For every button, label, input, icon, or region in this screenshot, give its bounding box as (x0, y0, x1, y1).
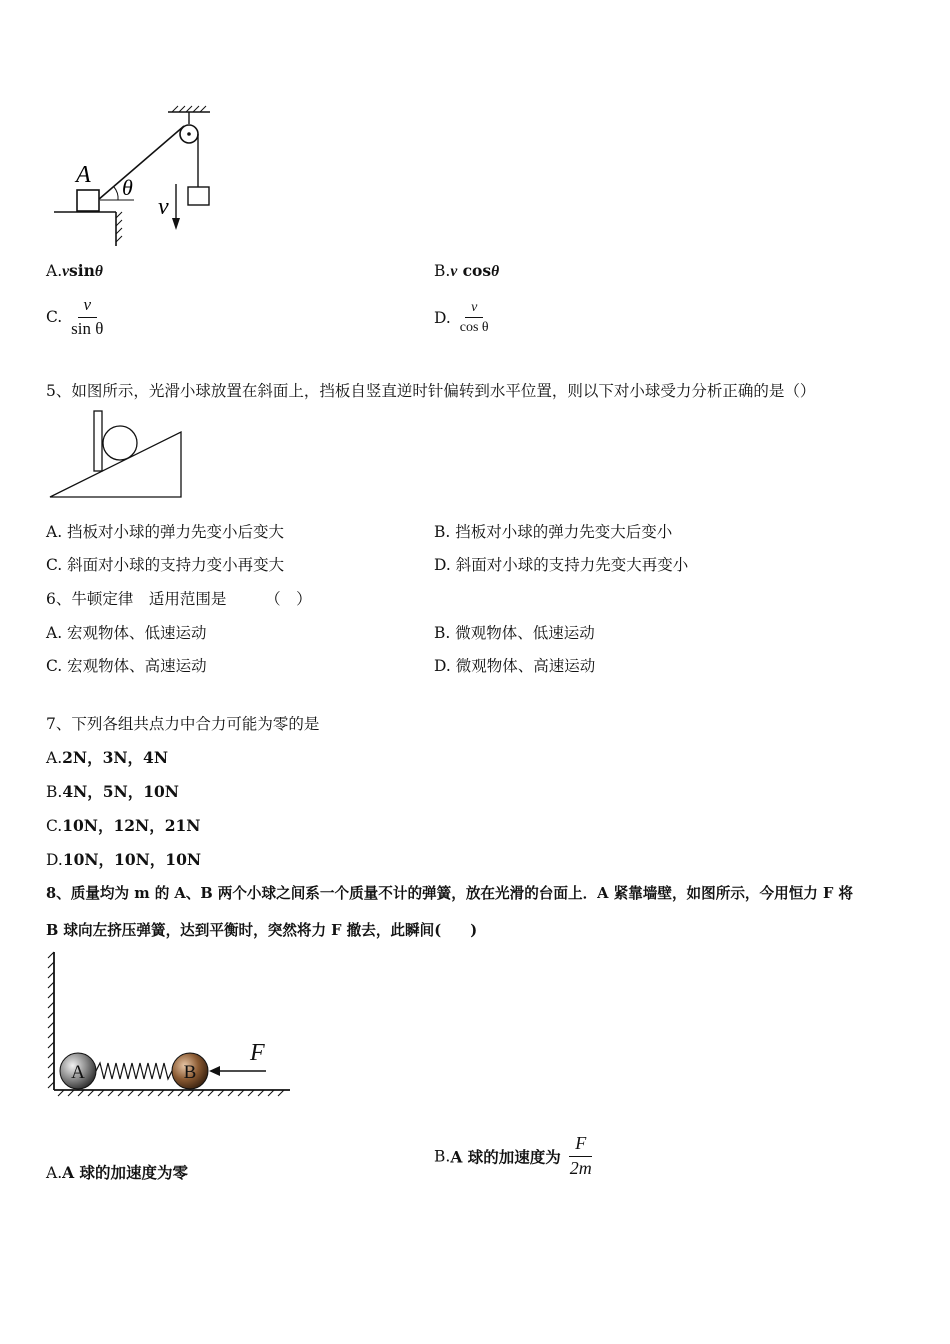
ball-a-label: A (71, 1062, 85, 1083)
q6-option-d: D. 微观物体、高速运动 (434, 657, 596, 675)
q8-option-b: B.A 球的加速度为 $\frac{F}{2m}$ (434, 1134, 596, 1179)
label-v: v (158, 194, 169, 220)
fraction-numerator: v (465, 300, 483, 318)
fraction-denominator: cos θ (459, 320, 489, 336)
force-label: F (250, 1040, 265, 1066)
q4-option-d: D. $\frac{v}{\text{cos θ}}$ (434, 300, 493, 336)
fraction-numerator: v (78, 296, 98, 318)
fraction-denominator: 2m (569, 1157, 592, 1178)
q4-option-c: C. $\frac{v}{\text{sin θ}}$ (46, 296, 107, 338)
q5-stem: 5、如图所示，光滑小球放置在斜面上，挡板自竖直逆时针偏转到水平位置，则以下对小球受力分析正确的是（） (46, 382, 816, 400)
spring-balls-figure (44, 950, 294, 1102)
q8-option-a: A.A 球的加速度为零 (46, 1163, 189, 1182)
q5-option-d: D. 斜面对小球的支持力先变大再变小 (434, 556, 689, 574)
q4-option-b: B.v cosθ (434, 261, 500, 280)
q7-option-b: B.4N，5N，10N (46, 782, 179, 801)
ball-b-label: B (183, 1062, 197, 1083)
pulley-figure (48, 100, 228, 250)
q8-stem-line2: B 球向左挤压弹簧，达到平衡时，突然将力 F 撤去，此瞬间( ) (46, 922, 478, 939)
q6-option-a: A. 宏观物体、低速运动 (46, 624, 207, 642)
q7-option-a: A.2N，3N，4N (46, 748, 168, 767)
fraction-denominator: sin θ (71, 318, 104, 338)
q5-option-a: A. 挡板对小球的弹力先变小后变大 (46, 523, 285, 541)
q7-option-d: D.10N，10N，10N (46, 850, 202, 869)
q7-option-c: C.10N，12N，21N (46, 816, 201, 835)
label-a: A (76, 162, 91, 188)
label-theta: θ (122, 175, 133, 200)
q6-stem: 6、牛顿定律 适用范围是 （ ） (46, 590, 312, 608)
q8-stem-line1: 8、质量均为 m 的 A、B 两个小球之间系一个质量不计的弹簧，放在光滑的台面上．A 紧靠墙壁，如图所示，今用恒力 F 将 (46, 885, 854, 902)
q6-option-b: B. 微观物体、低速运动 (434, 624, 595, 642)
q4-option-a: A.vsinθ (46, 261, 103, 280)
q5-option-b: B. 挡板对小球的弹力先变大后变小 (434, 523, 673, 541)
q5-option-c: C. 斜面对小球的支持力变小再变大 (46, 556, 285, 574)
q7-stem: 7、下列各组共点力中合力可能为零的是 (46, 715, 320, 733)
q6-option-c: C. 宏观物体、高速运动 (46, 657, 207, 675)
fraction-numerator: F (569, 1134, 592, 1157)
incline-figure (46, 405, 186, 503)
